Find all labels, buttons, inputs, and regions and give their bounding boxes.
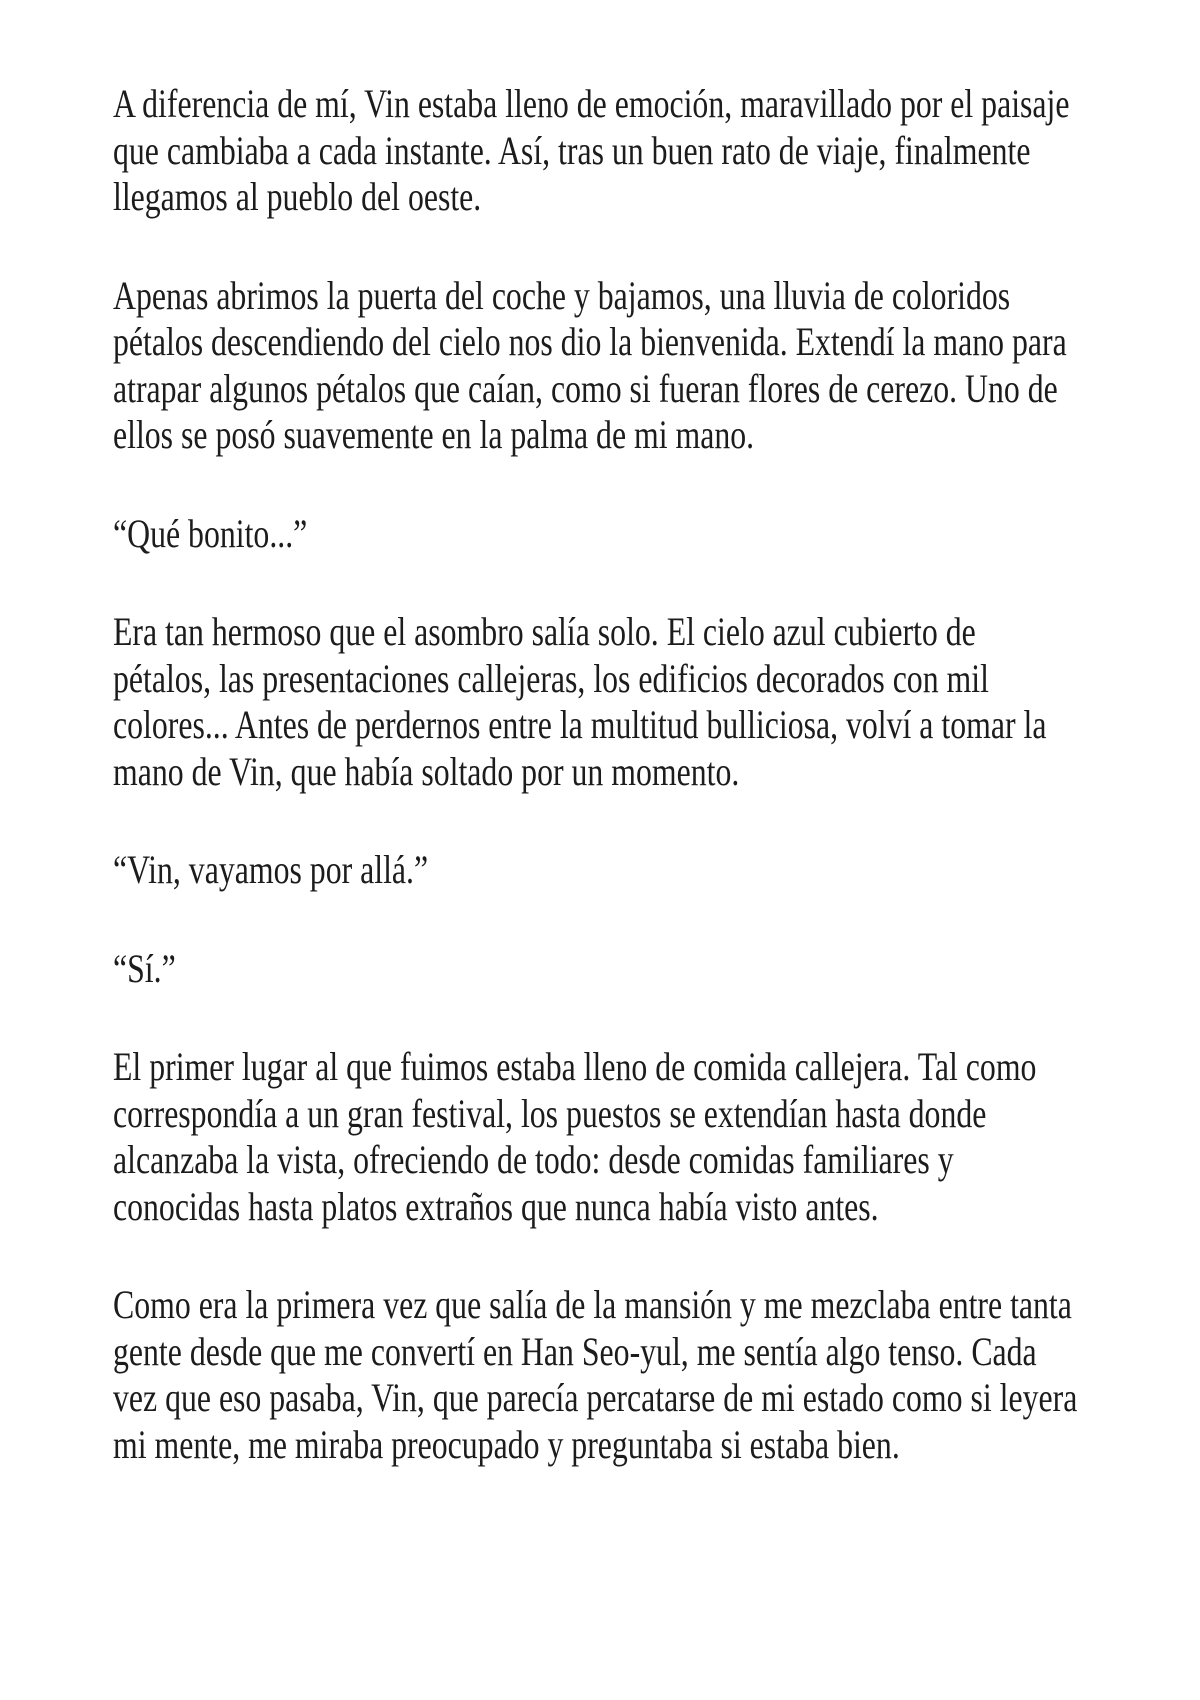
paragraph-narration: A diferencia de mí, Vin estaba lleno de emoción, maravillado por el paisaje que cambiaba a cada instante. Así, tras un buen rato de viaje, finalmente llegamos al pueblo del oeste.	[113, 81, 1070, 219]
paragraph-dialogue: “Qué bonito...”	[113, 510, 308, 556]
page-text	[113, 81, 1079, 1468]
paragraph-narration: El primer lugar al que fuimos estaba lleno de comida callejera. Tal como correspondía a un gran festival, los puestos se extendían hasta donde alcanzaba la vista, ofreciendo de todo: desde comidas familiares y conocidas hasta platos extraños que nunca había visto antes.	[113, 1044, 1037, 1229]
paragraph-narration: Como era la primera vez que salía de la mansión y me mezclaba entre tanta gente desde que me convertí en Han Seo-yul, me sentía algo tenso. Cada vez que eso pasaba, Vin, que parecía percatarse de mi estado como si leyera mi mente, me miraba preocupado y preguntaba si estaba bien.	[113, 1282, 1078, 1467]
paragraph-dialogue: “Vin, vayamos por allá.”	[113, 847, 429, 892]
paragraph-dialogue: “Sí.”	[113, 945, 176, 991]
paragraph-narration: Apenas abrimos la puerta del coche y bajamos, una lluvia de coloridos pétalos descendiendo del cielo nos dio la bienvenida. Extendí la mano para atrapar algunos pétalos que caían, como si fueran flores de cerezo. Uno de ellos se posó suavemente en la palma de mi mano.	[113, 272, 1067, 457]
paragraph-narration: Era tan hermoso que el asombro salía solo. El cielo azul cubierto de pétalos, las presentaciones callejeras, los edificios decorados con mil colores... Antes de perdernos entre la multitud bulliciosa, volví a tomar la mano de Vin, que había soltado por un momento.	[113, 609, 1047, 794]
